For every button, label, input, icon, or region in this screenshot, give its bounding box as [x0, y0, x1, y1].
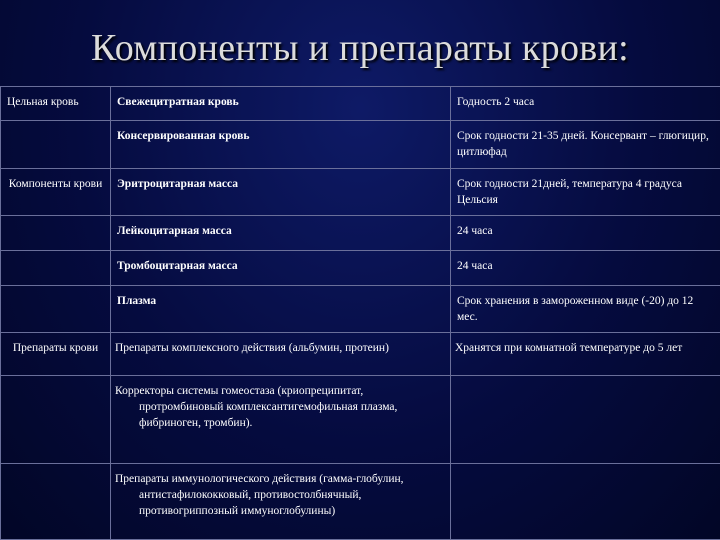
item-cell: Свежецитратная кровь: [111, 87, 451, 121]
value-cell: Срок хранения в замороженном виде (-20) до 12 мес.: [451, 286, 720, 333]
item-cell: Препараты комплексного действия (альбумин, протеин): [111, 333, 451, 376]
table-row: [1, 216, 720, 251]
blood-components-table: [0, 86, 720, 540]
value-cell: 24 часа: [451, 251, 720, 286]
table-row: [1, 121, 720, 169]
category-cell: [1, 121, 111, 169]
category-cell: [1, 376, 111, 464]
value-cell: Срок годности 21дней, температура 4 градуса Цельсия: [451, 169, 720, 216]
category-cell: Цельная кровь: [1, 87, 111, 121]
item-cell: Тромбоцитарная масса: [111, 251, 451, 286]
category-cell: [1, 464, 111, 540]
item-cell: Консервированная кровь: [111, 121, 451, 169]
item-cell: Препараты иммунологического действия (гамма-глобулин, антистафилококковый, противостолбнячный, противогриппозный иммуноглобулины): [111, 464, 451, 540]
value-cell: Годность 2 часа: [451, 87, 720, 121]
category-cell: [1, 286, 111, 333]
value-cell: Срок годности 21-35 дней. Консервант – глюгицир, цитлюфад: [451, 121, 720, 169]
category-cell: Препараты крови: [1, 333, 111, 376]
table-row: [1, 87, 720, 121]
value-cell: Хранятся при комнатной температуре до 5 лет: [451, 333, 720, 376]
table-row: [1, 169, 720, 216]
item-cell: Лейкоцитарная масса: [111, 216, 451, 251]
item-cell: Эритроцитарная масса: [111, 169, 451, 216]
table-row: [1, 333, 720, 376]
table-row: [1, 251, 720, 286]
category-cell: Компоненты крови: [1, 169, 111, 216]
slide-title: Компоненты и препараты крови:: [90, 27, 630, 69]
item-cell: Плазма: [111, 286, 451, 333]
category-cell: [1, 216, 111, 251]
value-cell: 24 часа: [451, 216, 720, 251]
value-cell: [451, 376, 720, 464]
table-row: [1, 376, 720, 464]
table-row: [1, 286, 720, 333]
category-cell: [1, 251, 111, 286]
value-cell: [451, 464, 720, 540]
item-cell: Корректоры системы гомеостаза (криопреципитат, протромбиновый комплексантигемофильная плазма, фибриноген, тромбин).: [111, 376, 451, 464]
table-row: [1, 464, 720, 540]
